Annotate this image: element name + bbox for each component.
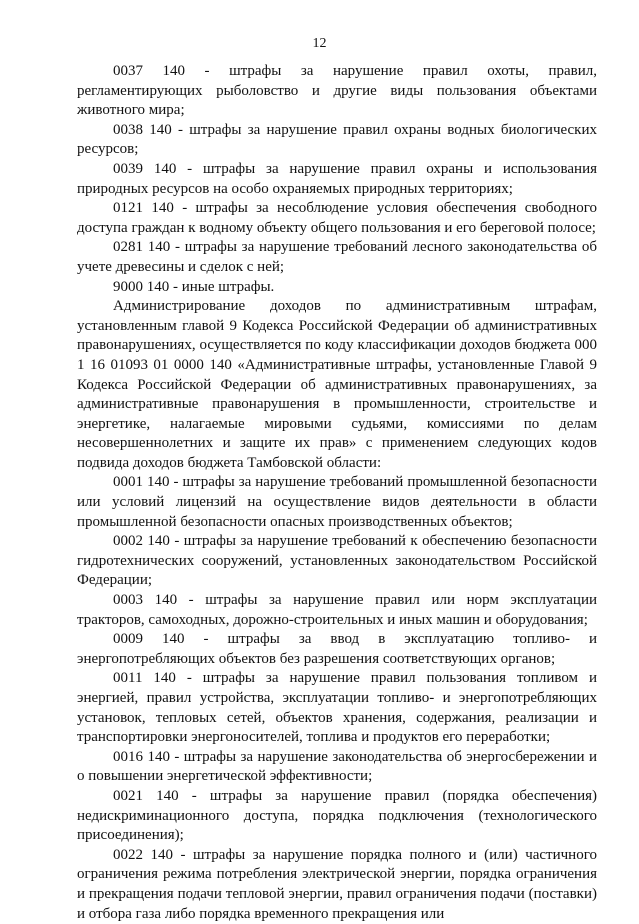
paragraph-0121: 0121 140 - штрафы за несоблюдение условия обеспечения свободного доступа граждан к водному объекту общего пользования и его береговой полосе; (77, 200, 597, 236)
paragraph-0009: 0009 140 - штрафы за ввод в эксплуатацию топливо- и энергопотребляющих объектов без разрешения соответствующих органов; (77, 631, 597, 667)
paragraph-0003: 0003 140 - штрафы за нарушение правил или норм эксплуатации тракторов, самоходных, дорожно-строительных и иных машин и оборудования; (77, 592, 597, 628)
paragraph-0022: 0022 140 - штрафы за нарушение порядка полного и (или) частичного ограничения режима потребления электрической энергии, порядка ограничения и прекращения подачи тепловой энергии, правил ограничения подачи (поставки) и отбора газа либо порядка временного прекращения или (77, 846, 597, 922)
paragraph-9000: 9000 140 - иные штрафы. (113, 278, 275, 295)
paragraph-0001: 0001 140 - штрафы за нарушение требований промышленной безопасности или условий лицензий на осуществление видов деятельности в области промышленной безопасности опасных производственных объектов; (77, 474, 597, 530)
paragraph-0021: 0021 140 - штрафы за нарушение правил (порядка обеспечения) недискриминационного доступа, порядка подключения (технологического присоединения); (77, 787, 597, 844)
paragraph-0002: 0002 140 - штрафы за нарушение требований к обеспечению безопасности гидротехнических сооружений, установленных законодательством Российской Федерации; (77, 533, 597, 589)
paragraph-0016: 0016 140 - штрафы за нарушение законодательства об энергосбережении и о повышении энергетической эффективности; (77, 748, 597, 785)
paragraph-0011: 0011 140 - штрафы за нарушение правил пользования топливом и энергией, правил устройства, эксплуатации топливо- и энергопотребляющих установок, тепловых сетей, объектов хранения, содержания, реализации и транспортировки энергоносителей, топлива и продуктов его переработки; (77, 670, 597, 746)
paragraph-0281: 0281 140 - штрафы за нарушение требований лесного законодательства об учете древесины и сделок с ней; (77, 239, 597, 275)
document-body (77, 62, 597, 924)
paragraph-0038: 0038 140 - штрафы за нарушение правил охраны водных биологических ресурсов; (77, 121, 597, 158)
paragraph-administration: Администрирование доходов по административным штрафам, установленным главой 9 Кодекса Российской Федерации об административных правонарушениях, осуществляется по коду классификации доходов бюджета 000 1 16 01093 01 0000 140 «Административные штрафы, установленные Главой 9 Кодекса Российской Федерации об административных правонарушениях, за административные правонарушения в промышленности, строительстве и энергетике, налагаемые мировыми судьями, комиссиями по делам несовершеннолетних и защите их прав» с применением следующих кодов подвида доходов бюджета Тамбовской области: (77, 298, 597, 471)
paragraph-0037: 0037 140 - штрафы за нарушение правил охоты, правил, регламентирующих рыболовство и другие виды пользования объектами животного мира; (77, 63, 597, 119)
page-number: 12 (312, 36, 327, 51)
paragraph-0039: 0039 140 - штрафы за нарушение правил охраны и использования природных ресурсов на особо охраняемых природных территориях; (77, 160, 597, 197)
